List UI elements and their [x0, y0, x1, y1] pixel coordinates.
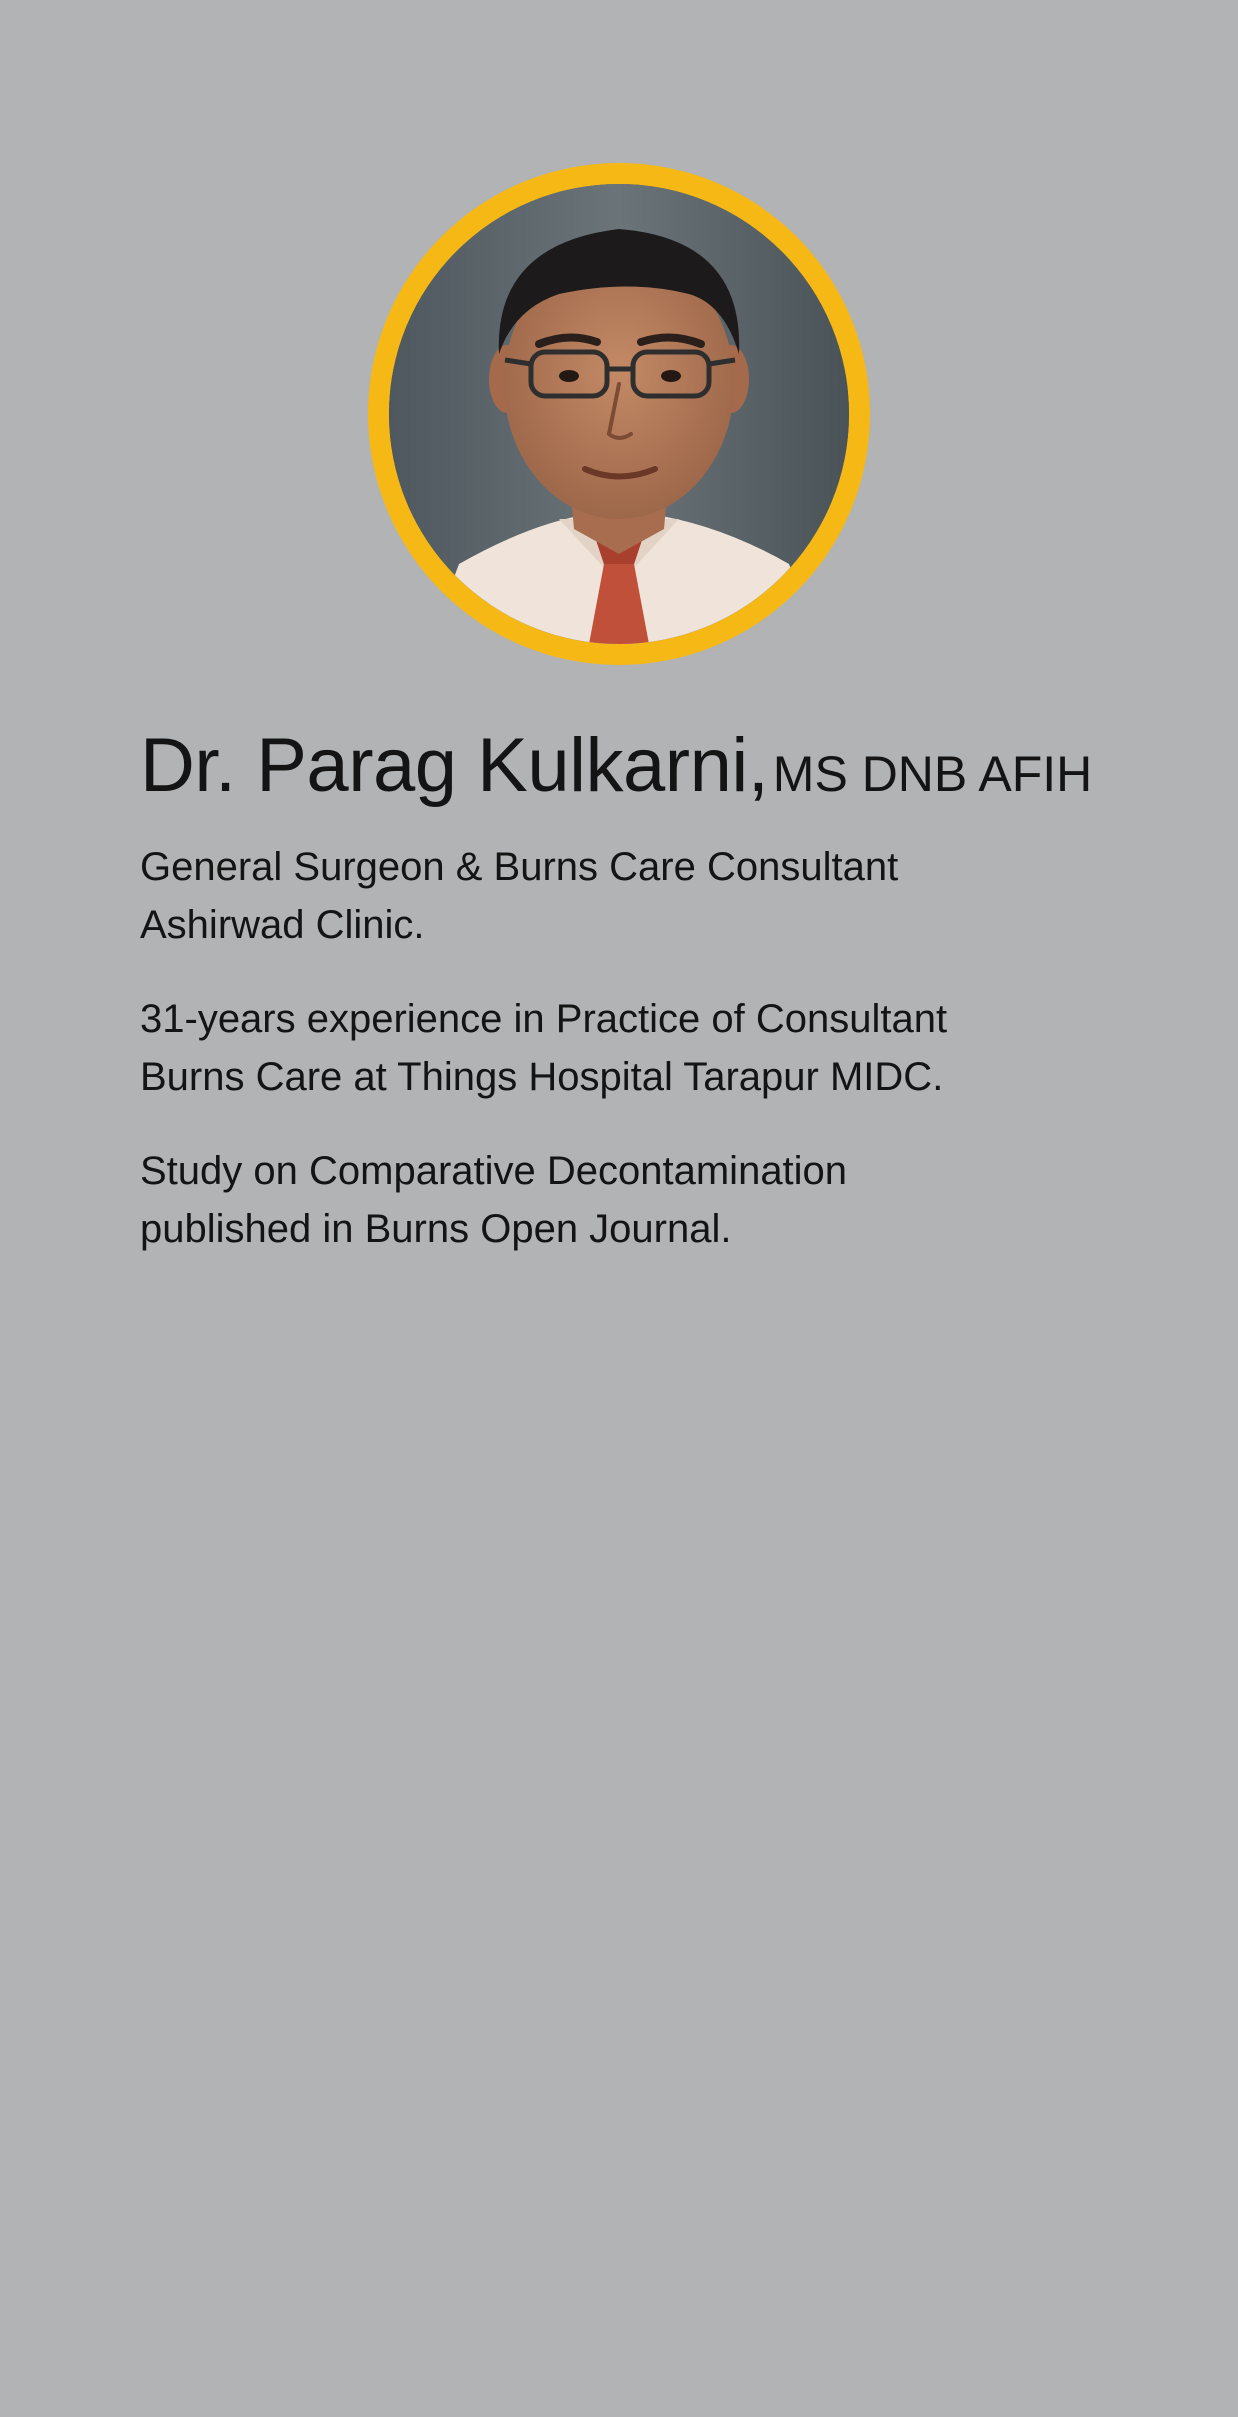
bio-section	[140, 723, 1140, 1294]
experience-paragraph	[140, 990, 1140, 1106]
doctor-portrait-photo	[389, 184, 849, 644]
doctor-heading	[140, 723, 1140, 808]
role-line-1: General Surgeon & Burns Care Consultant	[140, 845, 899, 889]
doctor-name: Dr. Parag Kulkarni,	[140, 723, 769, 808]
portrait-illustration	[389, 184, 849, 644]
experience-line-2: Burns Care at Things Hospital Tarapur MIDC.	[140, 1055, 944, 1099]
role-paragraph	[140, 838, 1140, 954]
role-line-2: Ashirwad Clinic.	[140, 903, 425, 947]
study-line-1: Study on Comparative Decontamination	[140, 1149, 848, 1193]
doctor-credentials: MS DNB AFIH	[772, 746, 1093, 802]
experience-line-1: 31-years experience in Practice of Consultant	[140, 997, 948, 1041]
study-paragraph	[140, 1142, 1140, 1258]
study-line-2: published in Burns Open Journal.	[140, 1207, 732, 1251]
